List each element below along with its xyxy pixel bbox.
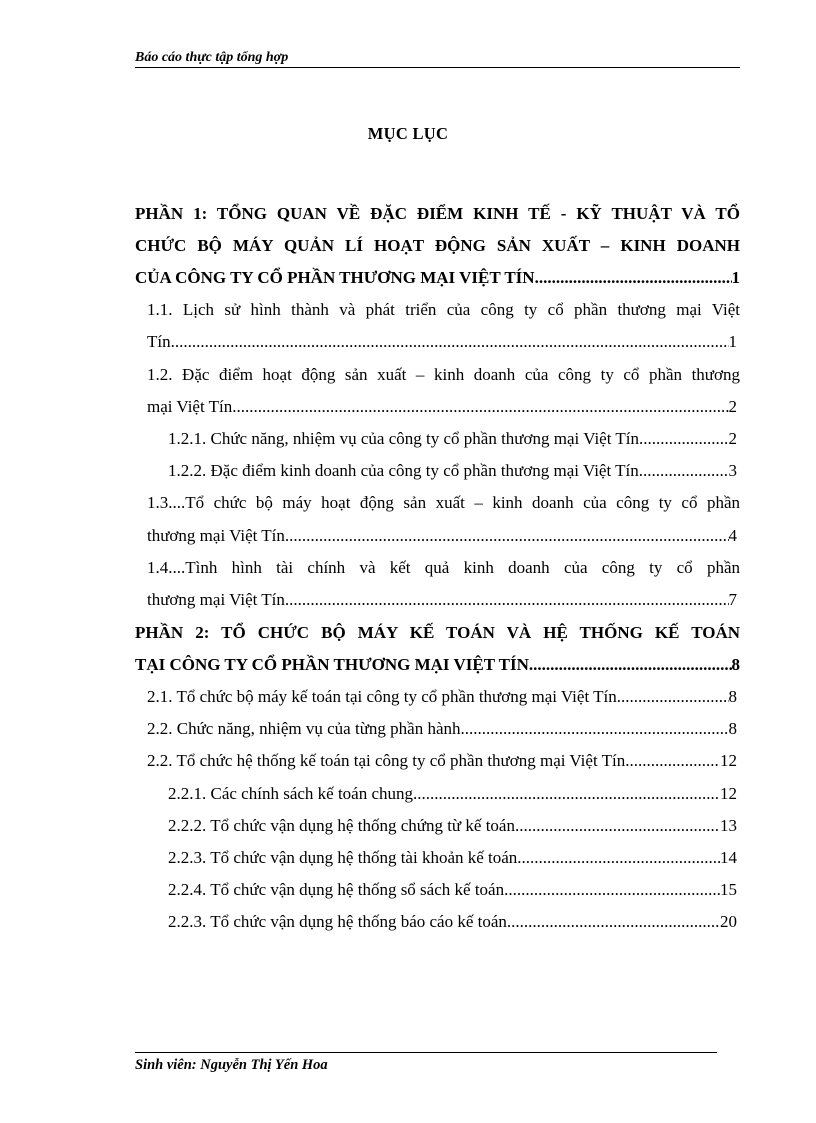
toc-page-number: 3: [728, 461, 737, 480]
toc-page-number: 20: [720, 912, 737, 931]
toc-entry-text: mại Việt Tín.: [147, 397, 237, 416]
toc-entry-2-2-4[interactable]: [168, 874, 737, 906]
toc-page-number: 4: [728, 526, 737, 545]
toc-page-number: 2: [728, 397, 737, 416]
page-title: MỤC LỤC: [367, 124, 449, 143]
toc-entry-text: 2.2. Tổ chức hệ thống kế toán tại công ty cổ phần thương mại Việt Tín: [147, 751, 626, 770]
toc-page-number: 2: [728, 429, 737, 448]
toc-entry-2-2-2[interactable]: [168, 810, 737, 842]
toc-entry-text: thương mại Việt Tín: [147, 526, 285, 545]
toc-page-number: 1: [731, 268, 740, 287]
toc-entry-1-2-1[interactable]: [168, 423, 737, 455]
toc-entry-text: Tín: [147, 332, 171, 351]
toc-page-number: 12: [720, 751, 737, 770]
toc-part1-line2[interactable]: CHỨC BỘ MÁY QUẢN LÍ HOẠT ĐỘNG SẢN XUẤT – KINH DOANH: [135, 236, 740, 255]
toc-page-number: 7: [728, 590, 737, 609]
toc-page-number: 14: [720, 848, 737, 867]
toc-entry-text: 2.1. Tổ chức bộ máy kế toán tại công ty cổ phần thương mại Việt Tín: [147, 687, 617, 706]
toc-entry-1-1-line1[interactable]: 1.1. Lịch sử hình thành và phát triển của công ty cổ phần thương mại Việt: [147, 300, 740, 319]
toc-page-number: 1: [728, 332, 737, 351]
toc-entry-1-3-line1[interactable]: 1.3....Tổ chức bộ máy hoạt động sản xuất – kinh doanh của công ty cổ phần: [147, 493, 740, 512]
toc-entry-text: 2.2.3. Tổ chức vận dụng hệ thống báo cáo kế toán: [168, 912, 507, 931]
toc-part1-line3[interactable]: [135, 262, 740, 294]
toc-part2-line1[interactable]: PHẦN 2: TỔ CHỨC BỘ MÁY KẾ TOÁN VÀ HỆ THỐNG KẾ TOÁN: [135, 623, 740, 642]
page-footer: Sinh viên: Nguyễn Thị Yến Hoa: [135, 1057, 328, 1073]
toc-page-number: 12: [720, 784, 737, 803]
toc-entry-2-2-3[interactable]: [168, 842, 737, 874]
toc-entry-2-1[interactable]: [147, 681, 737, 713]
toc-entry-text: 2.2.2. Tổ chức vận dụng hệ thống chứng từ kế toán: [168, 816, 515, 835]
toc-page-number: 15: [720, 880, 737, 899]
toc-part1-line1[interactable]: PHẦN 1: TỔNG QUAN VỀ ĐẶC ĐIỂM KINH TẾ - KỸ THUẬT VÀ TỔ: [135, 204, 740, 223]
toc-entry-1-2-line2[interactable]: [147, 391, 737, 423]
toc-entry-2-2[interactable]: [147, 713, 737, 745]
toc-entry-2-2-1[interactable]: [168, 778, 737, 810]
toc-entry-text: 2.2.1. Các chính sách kế toán chung: [168, 784, 414, 803]
toc-entry-text: thương mại Việt Tín: [147, 590, 285, 609]
toc-entry-text: 2.2. Chức năng, nhiệm vụ của từng phần hành: [147, 719, 461, 738]
page-header: Báo cáo thực tập tổng hợp: [135, 50, 740, 68]
toc-part2-line2[interactable]: [135, 649, 740, 681]
toc-entry-text: 2.2.3. Tổ chức vận dụng hệ thống tài khoản kế toán: [168, 848, 518, 867]
toc-entry-1-1-line2[interactable]: [147, 326, 737, 358]
toc-entry-text: TẠI CÔNG TY CỔ PHẦN THƯƠNG MẠI VIỆT TÍN: [135, 655, 529, 674]
toc-entry-text: 2.2.4. Tổ chức vận dụng hệ thống sổ sách kế toán: [168, 880, 505, 899]
toc-entry-1-3-line2[interactable]: [147, 520, 737, 552]
toc-entry-2-2-5[interactable]: [168, 906, 737, 938]
toc-page-number: 8: [731, 655, 740, 674]
toc-entry-text: 1.2.2. Đặc điểm kinh doanh của công ty cổ phần thương mại Việt Tín: [168, 461, 639, 480]
toc-entry-2-2b[interactable]: [147, 745, 737, 777]
toc-page-number: 8: [728, 719, 737, 738]
toc-entry-1-2-line1[interactable]: 1.2. Đặc điểm hoạt động sản xuất – kinh doanh của công ty cổ phần thương: [147, 365, 740, 384]
toc-entry-text: 1.2.1. Chức năng, nhiệm vụ của công ty cổ phần thương mại Việt Tín: [168, 429, 639, 448]
toc-entry-1-4-line1[interactable]: 1.4....Tình hình tài chính và kết quả kinh doanh của công ty cổ phần: [147, 558, 740, 577]
footer-divider: [135, 1052, 717, 1053]
toc-page-number: 8: [728, 687, 737, 706]
toc-entry-text: CỦA CÔNG TY CỔ PHẦN THƯƠNG MẠI VIỆT TÍN: [135, 268, 535, 287]
toc-page-number: 13: [720, 816, 737, 835]
toc-entry-1-4-line2[interactable]: [147, 584, 737, 616]
toc-entry-1-2-2[interactable]: [168, 455, 737, 487]
